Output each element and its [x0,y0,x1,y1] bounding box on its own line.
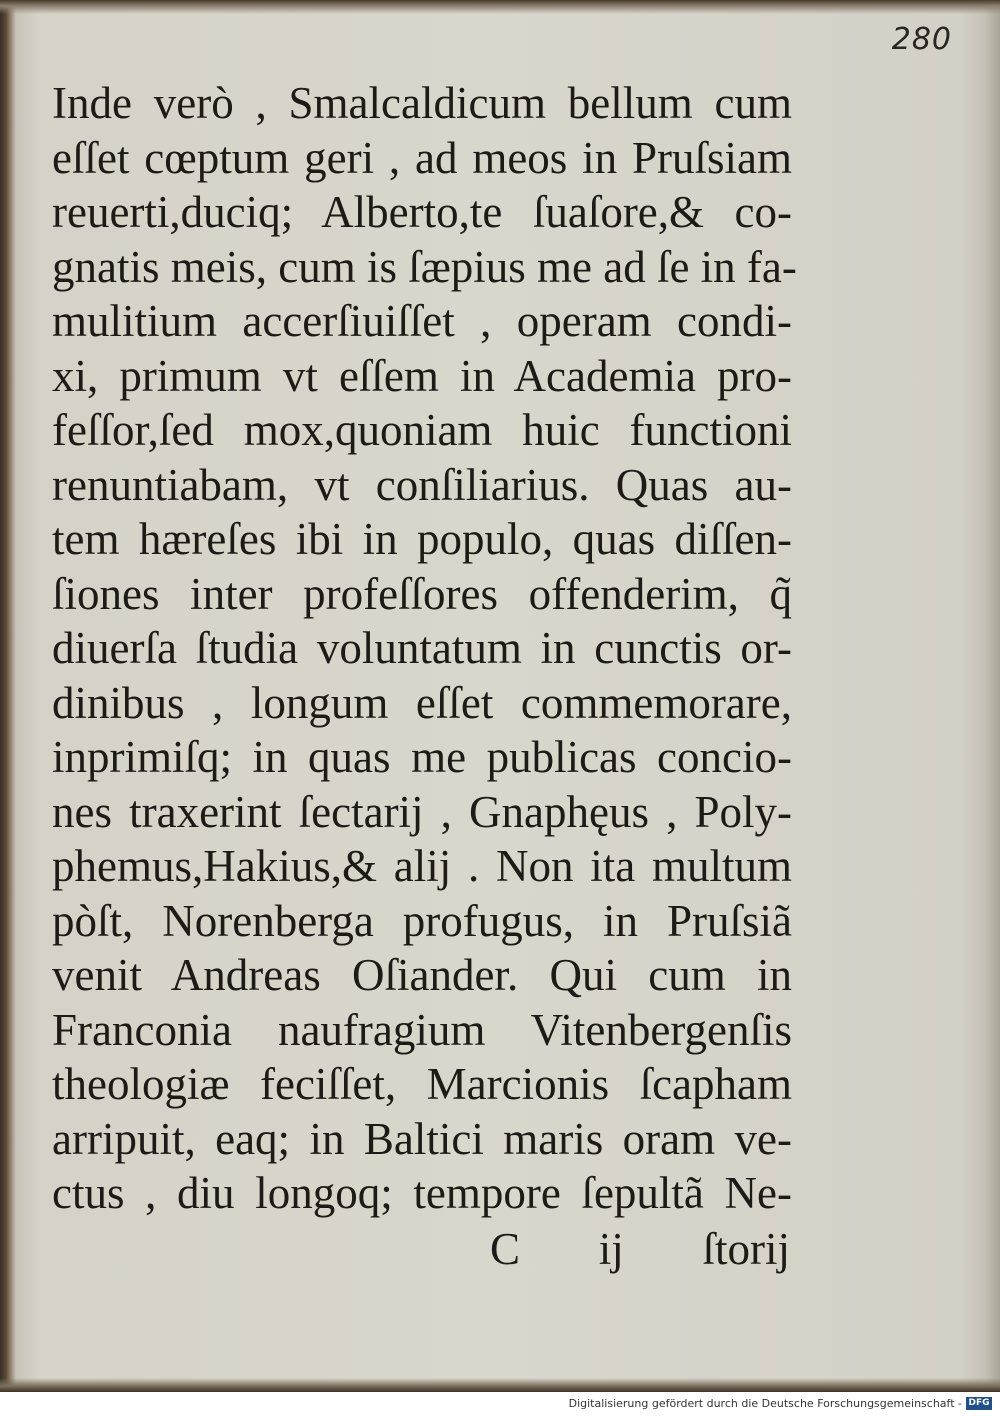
text-line: tem hæreſes ibi in populo, quas diſſen- [52,514,792,564]
signature-letter: C [490,1224,521,1274]
text-line: mulitium accerſiuiſſet , operam condi- [52,296,792,346]
text-line: feſſor,ſed mox,quoniam huic functioni [52,405,792,455]
text-line: theologiæ feciſſet, Marcionis ſcapham [52,1059,792,1109]
page-number: 280 [891,22,952,57]
signature-number: ij [598,1224,624,1274]
text-line: eſſet cœptum geri , ad meos in Pruſsiam [52,132,792,183]
text-line: xi, primum vt eſſem in Academia pro- [52,350,792,401]
text-line: Inde verò , Smalcaldicum bellum cum [52,78,792,128]
text-line: ſiones inter profeſſores offenderim, q̃ [52,568,792,619]
text-line: renuntiabam, vt conſiliarius. Quas au- [52,459,792,510]
footer [0,1392,1000,1416]
text-line: gnatis meis, cum is ſæpius me ad ſe in fa- [52,241,797,292]
text-line: dinibus , longum eſſet commemorare, [52,677,792,728]
page-edge-top [0,0,1000,14]
text-line: pòſt, Norenberga profugus, in Pruſsiã [52,895,792,946]
text-line: ctus , diu longoq; tempore ſepultã Ne- [52,1168,792,1218]
text-line: diuerſa ſtudia voluntatum in cunctis or- [52,623,792,673]
text-line: phemus,Hakius,& alij . Non ita multum [52,841,792,891]
dfg-logo: DFG [966,1397,992,1410]
catchline [490,1222,790,1276]
text-line: arripuit, eaq; in Baltici maris oram ve- [52,1113,792,1164]
text-line: venit Andreas Oſiander. Qui cum in [52,950,792,1000]
body-text [52,76,797,1221]
catchword: ſtorij [702,1224,790,1274]
text-line: inprimiſq; in quas me publicas concio- [52,732,792,782]
text-line: nes traxerint ſectarij , Gnaphęus , Poly- [52,786,792,837]
text-line: Franconia naufragium Vitenbergenſis [52,1004,792,1055]
footer-credit: Digitalisierung gefördert durch die Deutsche Forschungsgemeinschaft - [568,1397,962,1410]
page-edge-bottom [0,1378,1000,1392]
text-line: reuerti,duciq; Alberto,te ſuaſore,& co- [52,187,792,237]
